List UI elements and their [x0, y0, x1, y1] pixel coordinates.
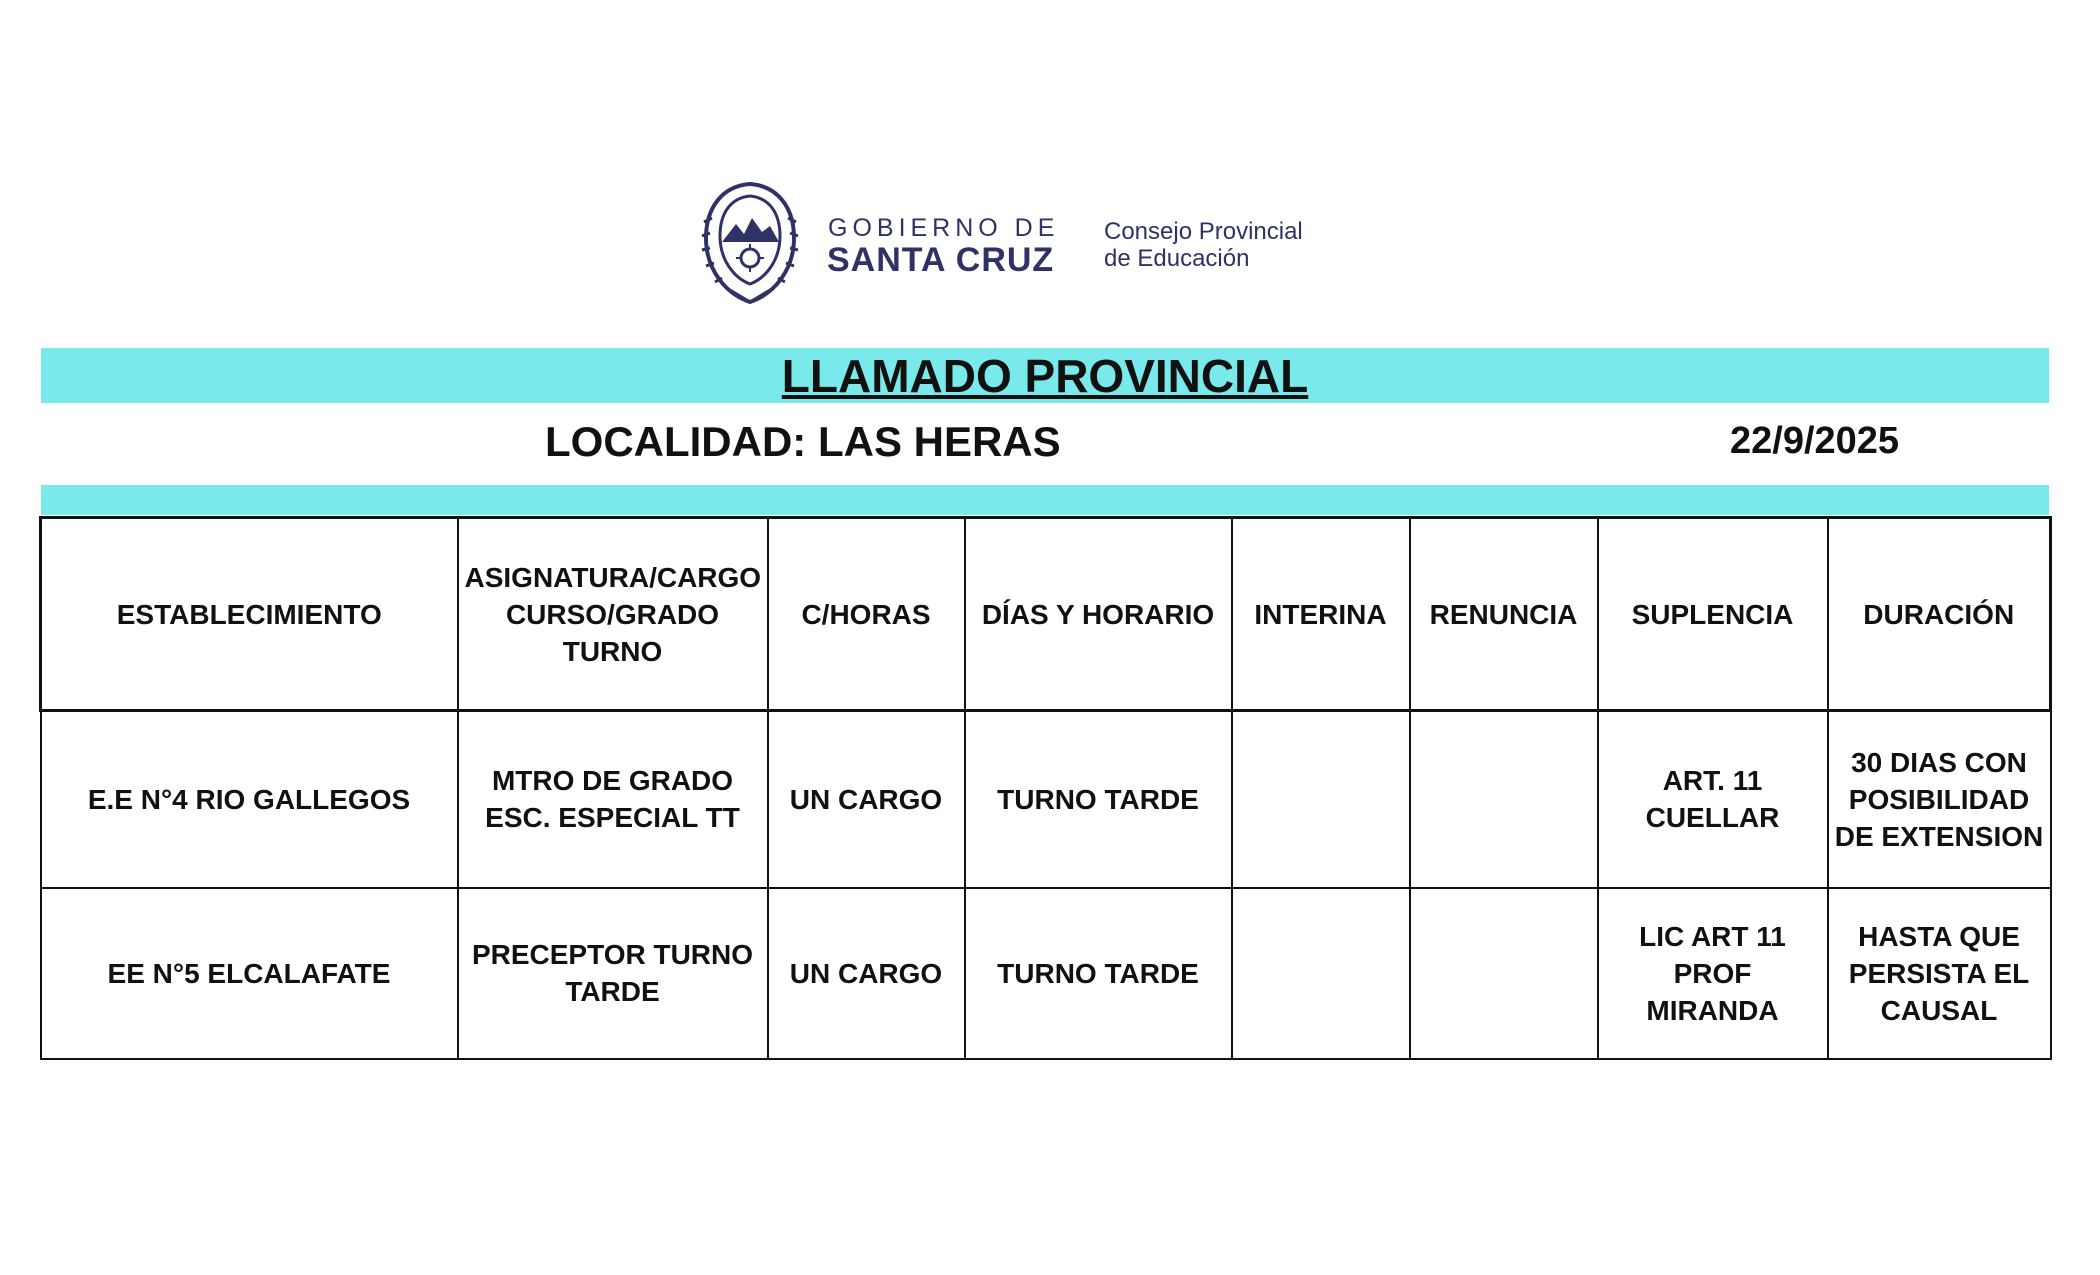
table-cell: MTRO DE GRADO ESC. ESPECIAL TT — [458, 711, 768, 888]
header-logo — [700, 178, 1340, 308]
table-cell — [1232, 711, 1410, 888]
title-band — [41, 348, 2049, 403]
table-row — [41, 888, 2051, 1059]
divider-band — [41, 485, 2049, 515]
column-header: INTERINA — [1232, 518, 1410, 711]
table-cell: UN CARGO — [768, 711, 965, 888]
column-header: ASIGNATURA/CARGO CURSO/GRADO TURNO — [458, 518, 768, 711]
table-cell: LIC ART 11 PROF MIRANDA — [1598, 888, 1828, 1059]
table-cell: PRECEPTOR TURNO TARDE — [458, 888, 768, 1059]
government-name-line2: SANTA CRUZ — [827, 241, 1055, 279]
column-header: RENUNCIA — [1410, 518, 1598, 711]
table-cell: 30 DIAS CON POSIBILIDAD DE EXTENSION — [1828, 711, 2051, 888]
column-header: DÍAS Y HORARIO — [965, 518, 1232, 711]
column-header: ESTABLECIMIENTO — [41, 518, 458, 711]
page-title: LLAMADO PROVINCIAL — [781, 350, 1309, 402]
table-cell: ART. 11 CUELLAR — [1598, 711, 1828, 888]
provincial-seal-icon — [700, 178, 800, 308]
table-cell: HASTA QUE PERSISTA EL CAUSAL — [1828, 888, 2051, 1059]
positions-table — [39, 516, 2052, 1060]
table-cell: TURNO TARDE — [965, 711, 1232, 888]
locality-label: LOCALIDAD: LAS HERAS — [545, 418, 1061, 465]
table-header-row — [41, 518, 2051, 711]
council-name-line2: de Educación — [1104, 245, 1250, 272]
table-cell — [1410, 888, 1598, 1059]
date-label: 22/9/2025 — [1730, 420, 1900, 462]
table-cell: UN CARGO — [768, 888, 965, 1059]
table-cell: E.E N°4 RIO GALLEGOS — [41, 711, 458, 888]
table-cell: EE N°5 ELCALAFATE — [41, 888, 458, 1059]
table-cell: TURNO TARDE — [965, 888, 1232, 1059]
table-cell — [1410, 711, 1598, 888]
table-cell — [1232, 888, 1410, 1059]
column-header: DURACIÓN — [1828, 518, 2051, 711]
council-name-line1: Consejo Provincial — [1104, 218, 1303, 245]
government-name-line1: GOBIERNO DE — [828, 214, 1060, 242]
table-row — [41, 711, 2051, 888]
column-header: C/HORAS — [768, 518, 965, 711]
council-name — [1104, 218, 1303, 272]
column-header: SUPLENCIA — [1598, 518, 1828, 711]
